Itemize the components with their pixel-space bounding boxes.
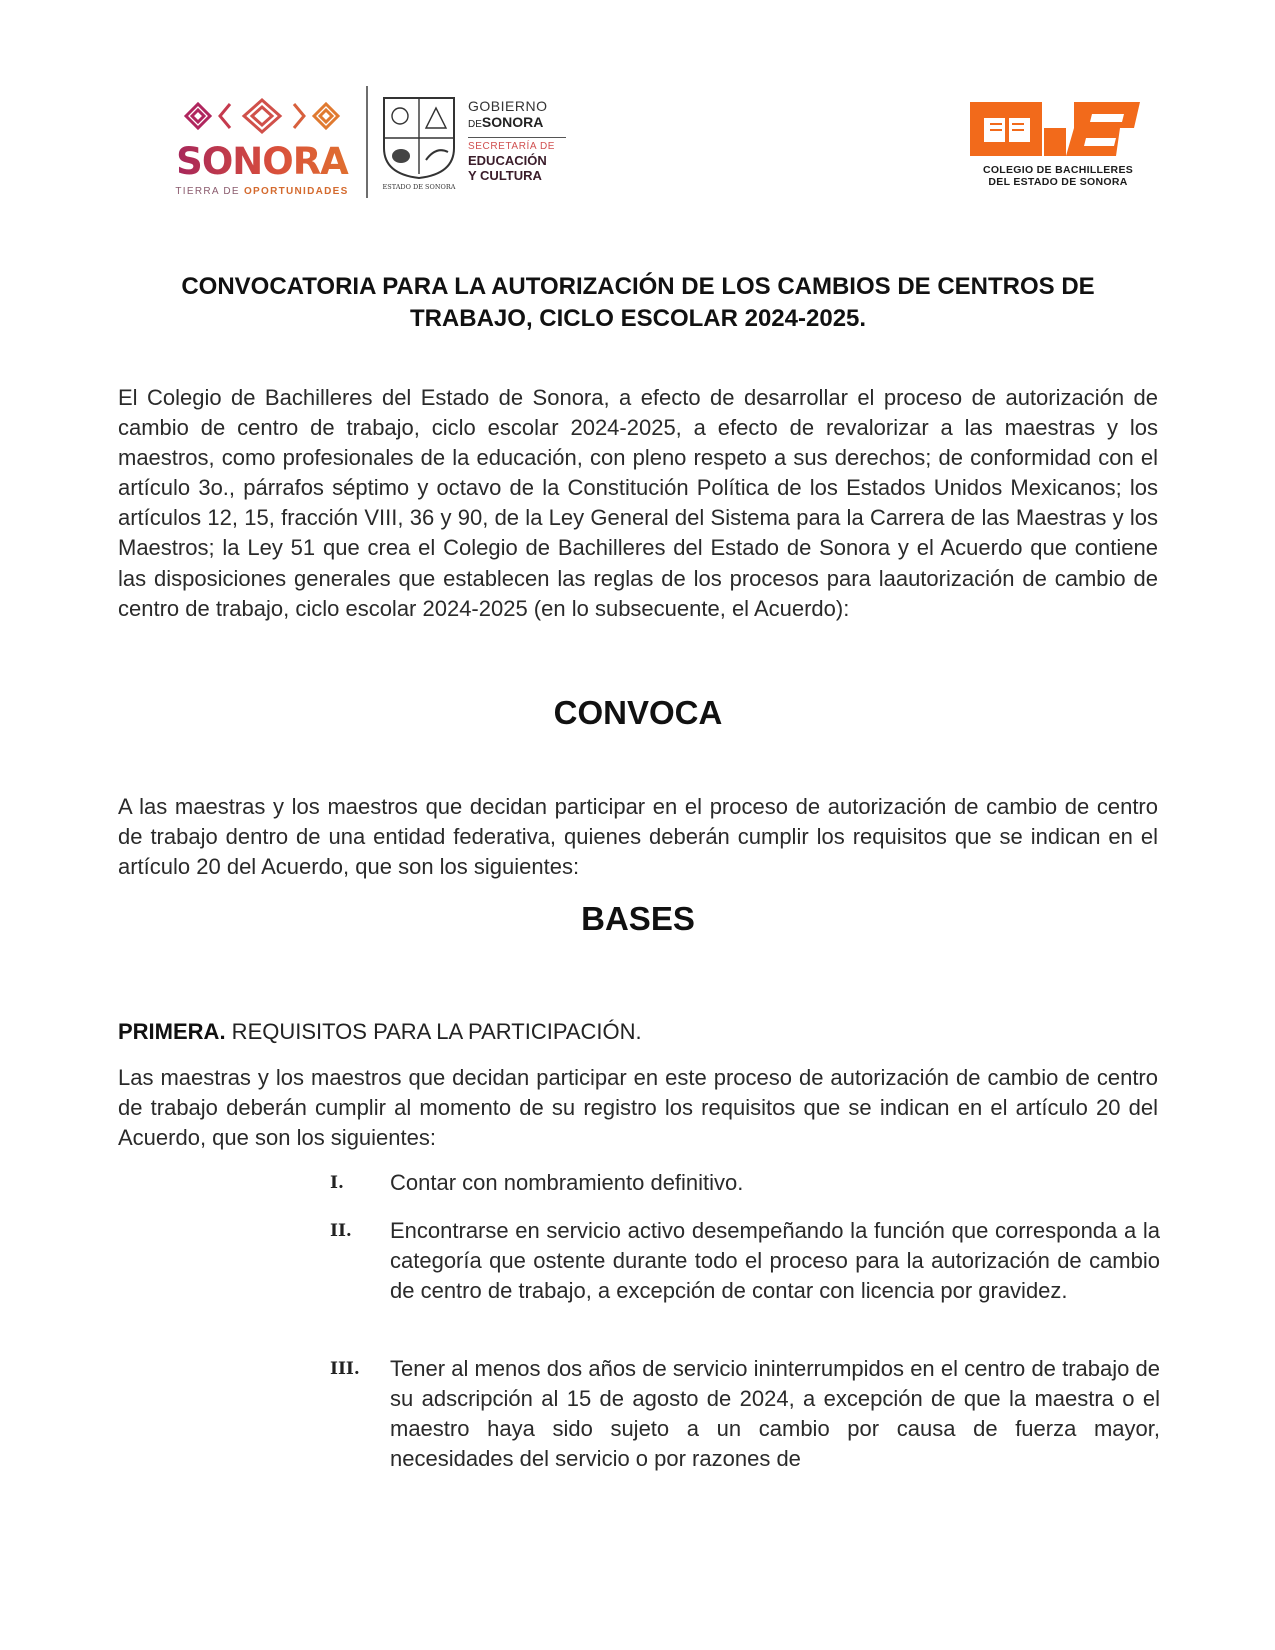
state-seal [380,94,458,192]
document-title: CONVOCATORIA PARA LA AUTORIZACIÓN DE LOS CAMBIOS DE CENTROS DE TRABAJO, CICLO ESCOLAR 2024-2025. [181,273,1095,332]
requirement-text: Tener al menos dos años de servicio ininterrumpidos en el centro de trabajo de su adscripción al 15 de agosto de 2024, a excepción de que la maestra o el maestro haya sido sujeto a un cambio por causa de fuerza mayor, necesidades del servicio o por razones de [390,1356,1160,1472]
gobierno-label: GOBIERNO [468,98,548,114]
government-divider [468,137,566,138]
requirement-text: Encontrarse en servicio activo desempeñando la función que corresponda a la categoría que ostente durante todo el proceso para la autorización de cambio de centro de trabajo, a excepción de contar con licencia por gravidez. [390,1218,1160,1304]
cobach-name: COLEGIO DE BACHILLERES DEL ESTADO DE SONORA [982,164,1134,188]
primera-title: REQUISITOS PARA LA PARTICIPACIÓN. [225,1019,642,1044]
de-sonora-label: DESONORA [468,114,544,130]
convoca-paragraph: A las maestras y los maestros que decidan participar en el proceso de autorización de cambio de centro de trabajo dentro de una entidad federativa, quienes deberán cumplir los requisitos que se indican en el artículo 20 del Acuerdo, que son los siguientes: [118,794,1158,880]
primera-label: PRIMERA. [118,1019,226,1044]
cobach-mark-icon [970,98,1146,160]
secretariat-name-line2: Y CULTURA [468,168,542,183]
header-divider [366,86,368,198]
primera-paragraph: Las maestras y los maestros que decidan participar en este proceso de autorización de cambio de centro de trabajo deberán cumplir al momento de su registro los requisitos que se indican en el artículo 20 del Acuerdo, que son los siguientes: [118,1065,1158,1151]
secretariat-label: SECRETARÍA DE [468,141,556,152]
secretariat-name-line1: EDUCACIÓN [468,153,547,168]
primera-heading [118,1017,1158,1047]
state-shield-icon [380,94,458,180]
bases-heading: BASES [581,900,695,937]
requirement-numeral: III. [330,1359,360,1379]
sonora-logo [164,94,360,197]
state-seal-caption: ESTADO DE SONORA [382,183,456,191]
government-label [468,98,568,183]
requirement-numeral: II. [330,1221,352,1241]
sonora-wordmark: SONORA [164,142,360,182]
intro-paragraph: El Colegio de Bachilleres del Estado de Sonora, a efecto de desarrollar el proceso de autorización de cambio de centro de trabajo, ciclo escolar 2024-2025, a efecto de revalorizar a las maestras y los maestros, como profesionales de la educación, con pleno respeto a sus derechos; de conformidad con el artículo 3o., párrafos séptimo y octavo de la Constitución Política de los Estados Unidos Mexicanos; los artículos 12, 15, fracción VIII, 36 y 90, de la Ley General del Sistema para la Carrera de las Maestras y los Maestros; la Ley 51 que crea el Colegio de Bachilleres del Estado de Sonora y el Acuerdo que contiene las disposiciones generales que establecen las reglas de los procesos para laautorización de cambio de centro de trabajo, ciclo escolar 2024-2025 (en lo subsecuente, el Acuerdo): [118,385,1158,621]
convoca-heading: CONVOCA [553,694,723,731]
requirement-numeral: I. [330,1173,344,1193]
sonora-tagline: TIERRA DE OPORTUNIDADES [175,186,349,197]
cobach-logo [968,98,1148,198]
sonora-motif-icon [182,94,342,138]
requirement-text: Contar con nombramiento definitivo. [390,1170,744,1195]
document-header [0,84,1275,204]
